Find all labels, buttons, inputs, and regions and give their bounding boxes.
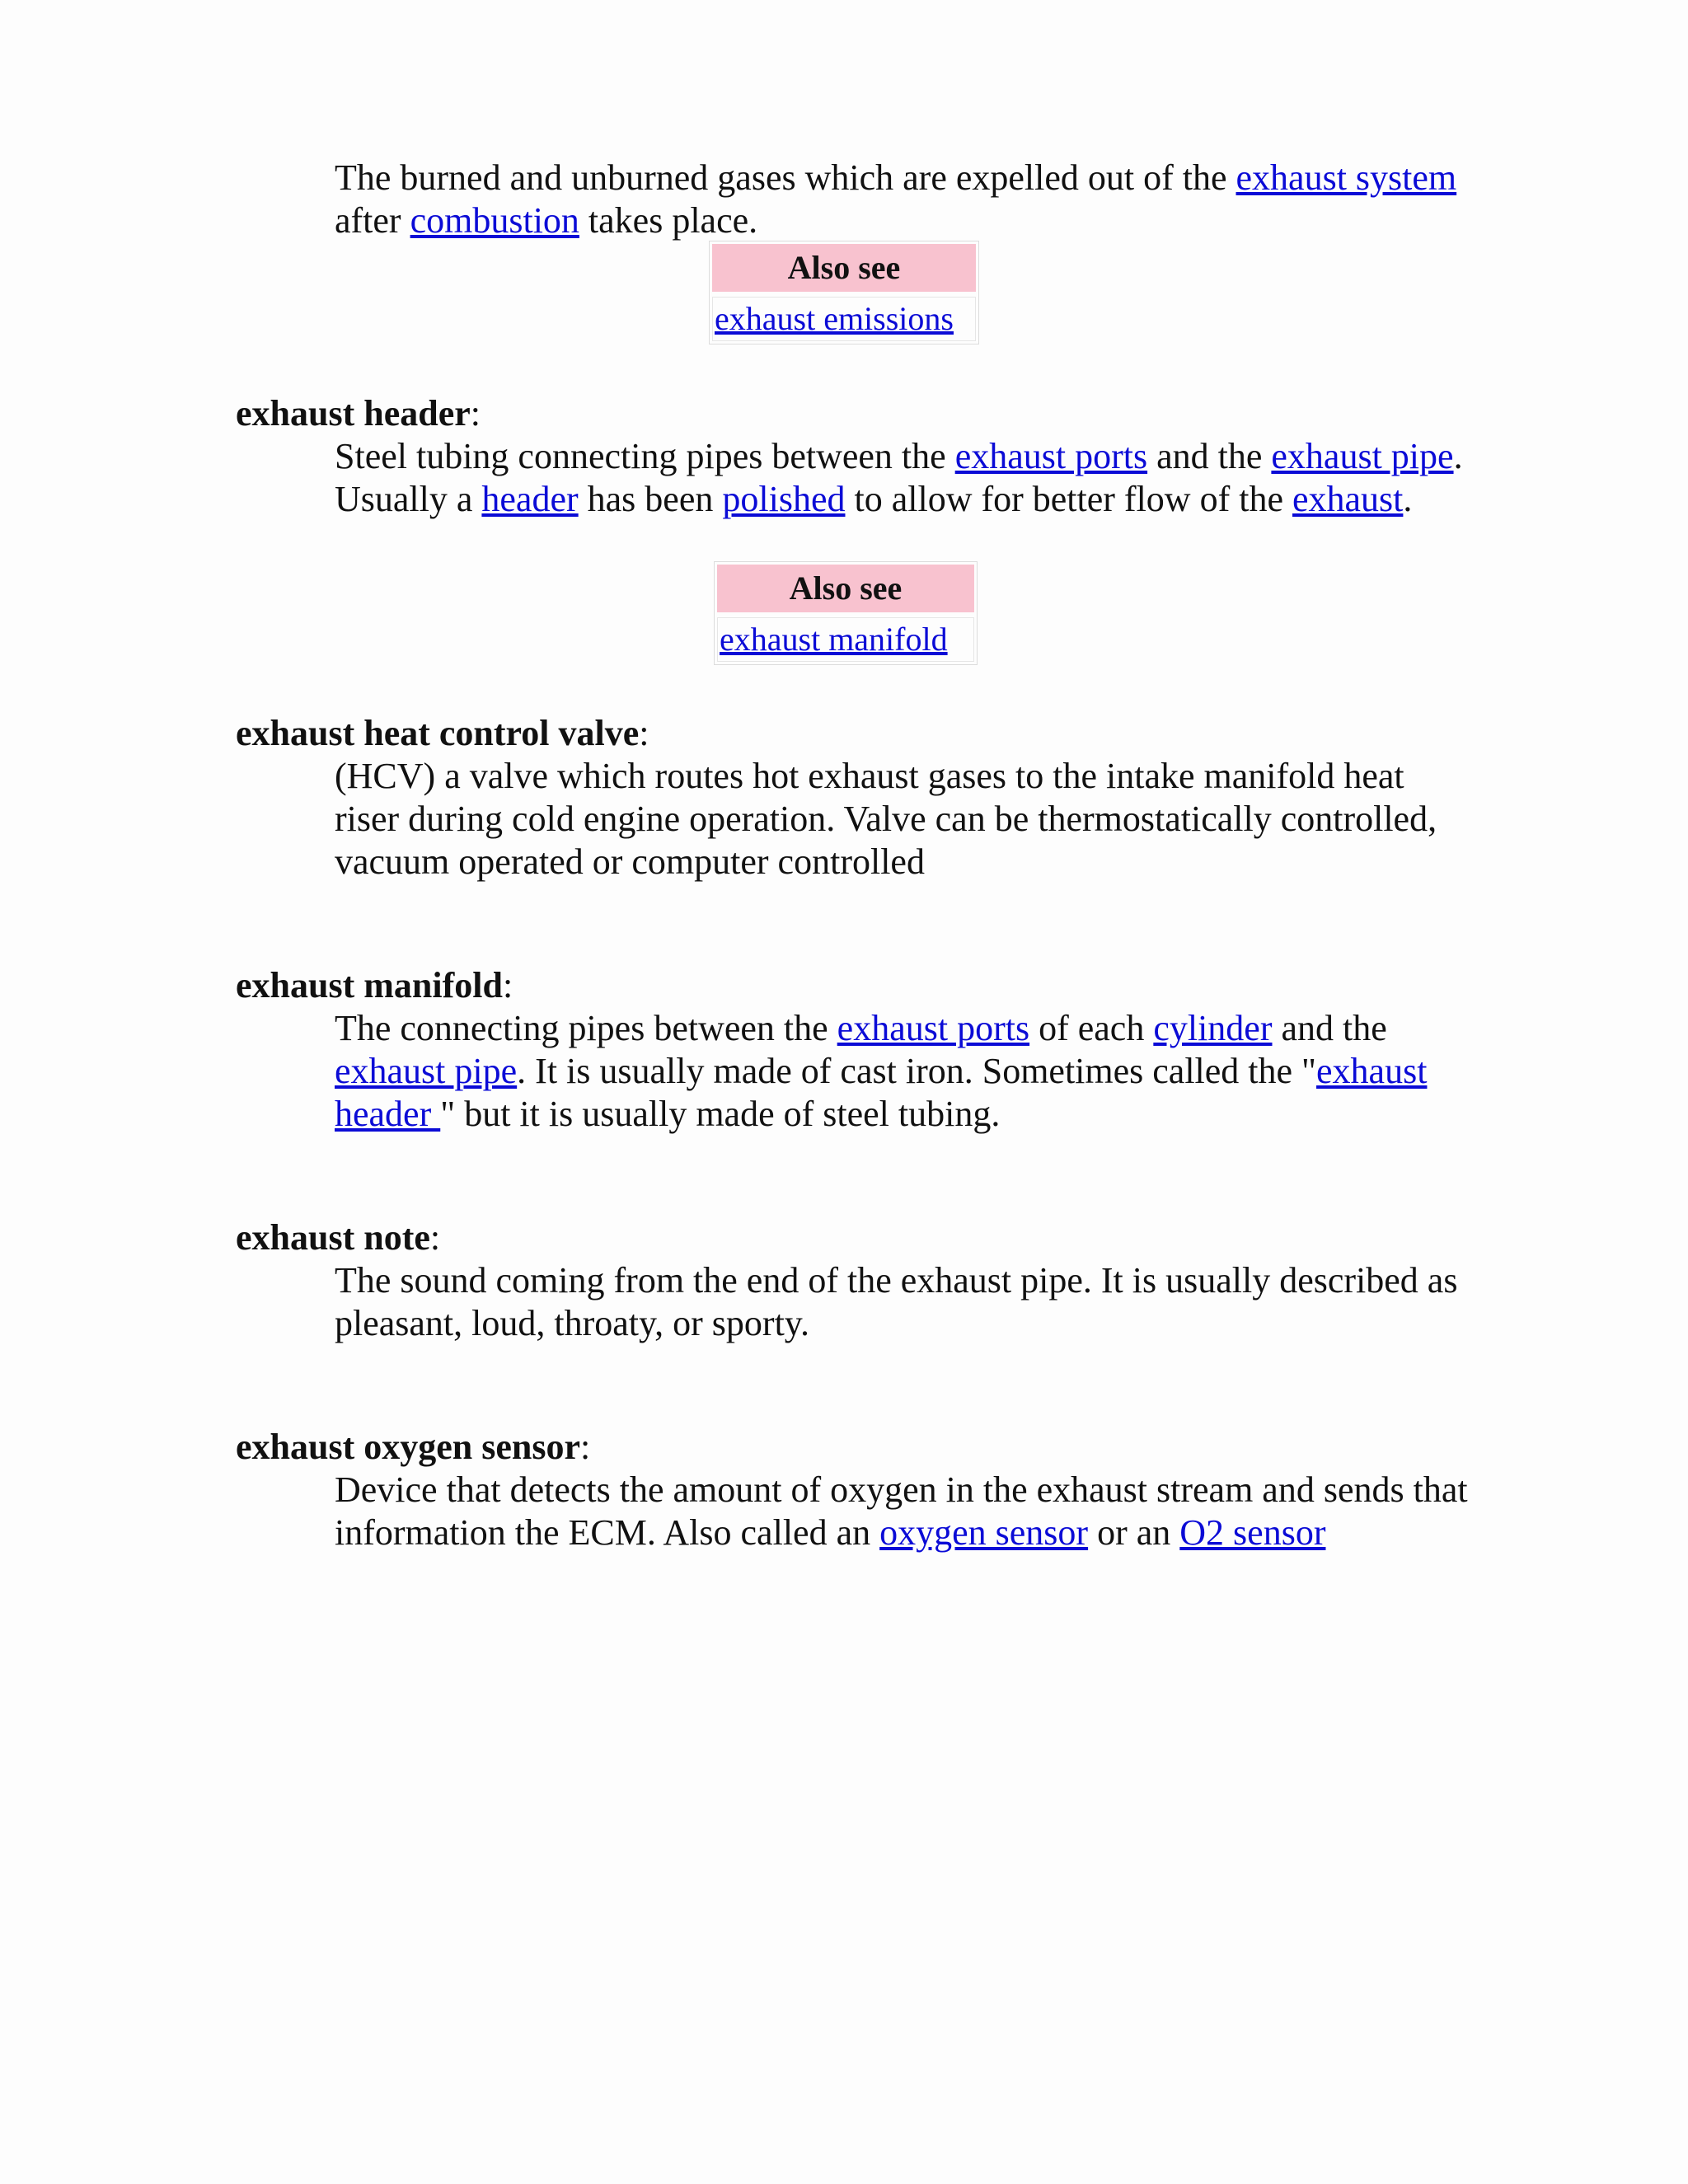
also-see-link[interactable]: exhaust manifold [720, 621, 948, 658]
also-see-box [714, 561, 978, 665]
entry-definition [335, 1007, 1472, 1136]
also-see-heading: Also see [717, 565, 974, 612]
definition-text: Device that detects the amount of oxygen in the exhaust stream and sends that information the ECM. Also called an [335, 1469, 1468, 1553]
definition-link[interactable]: header [481, 479, 579, 519]
entry-definition [335, 1469, 1472, 1554]
also-see-heading: Also see [712, 244, 976, 292]
definition-text: (HCV) a valve which routes hot exhaust gases to the intake manifold heat riser during cold engine operation. Valve can be thermostatically controlled, vacuum operated or computer controlled [335, 756, 1437, 882]
entry-term-text: exhaust manifold [236, 965, 503, 1005]
definition-text: . It is usually made of cast iron. Sometimes called the " [517, 1051, 1317, 1091]
entry-term [236, 1426, 590, 1469]
definition-text: has been [578, 479, 723, 519]
definition-link[interactable]: polished [722, 479, 846, 519]
term-colon: : [580, 1427, 591, 1467]
entry-definition [335, 157, 1472, 242]
definition-link[interactable]: cylinder [1153, 1008, 1273, 1048]
definition-link[interactable]: exhaust ports [954, 436, 1148, 476]
definition-text: of each [1029, 1008, 1154, 1048]
entry-definition [335, 755, 1472, 883]
entry-term [236, 392, 481, 435]
definition-text: to allow for better flow of the [845, 479, 1292, 519]
entry-term [236, 712, 649, 755]
entry-term-text: exhaust note [236, 1217, 430, 1258]
definition-text: The connecting pipes between the [335, 1008, 837, 1048]
entry-term [236, 964, 513, 1007]
entry-term-text: exhaust oxygen sensor [236, 1427, 581, 1467]
also-see-cell [712, 297, 976, 341]
also-see-link[interactable]: exhaust emissions [715, 300, 954, 337]
definition-link[interactable]: exhaust header [335, 1051, 1428, 1134]
also-see-cell [717, 617, 974, 662]
definition-link[interactable]: combustion [410, 200, 579, 241]
definition-link[interactable]: exhaust system [1236, 157, 1457, 198]
entry-term [236, 1216, 440, 1259]
entry-definition [335, 1259, 1472, 1345]
definition-text: The burned and unburned gases which are expelled out of the [335, 157, 1236, 198]
definition-text: or an [1088, 1512, 1180, 1553]
definition-link[interactable]: O2 sensor [1179, 1512, 1326, 1553]
entry-term-text: exhaust header [236, 393, 471, 434]
term-colon: : [639, 713, 649, 753]
definition-link[interactable]: exhaust ports [837, 1008, 1030, 1048]
definition-text: Steel tubing connecting pipes between the [335, 436, 955, 476]
definition-text: takes place. [579, 200, 758, 241]
entry-definition [335, 435, 1472, 521]
term-colon: : [502, 965, 513, 1005]
definition-text: after [335, 200, 410, 241]
definition-text: " but it is usually made of steel tubing. [440, 1094, 1001, 1134]
also-see-box [709, 241, 979, 344]
term-colon: : [429, 1217, 441, 1258]
definition-text: . [1403, 479, 1413, 519]
definition-link[interactable]: exhaust [1292, 479, 1404, 519]
entry-term-text: exhaust heat control valve [236, 713, 640, 753]
term-colon: : [470, 393, 481, 434]
definition-link[interactable]: exhaust pipe [1271, 436, 1454, 476]
definition-text: and the [1272, 1008, 1387, 1048]
definition-link[interactable]: oxygen sensor [879, 1512, 1089, 1553]
definition-text: The sound coming from the end of the exhaust pipe. It is usually described as pleasant, loud, throaty, or sporty. [335, 1260, 1458, 1343]
definition-link[interactable]: exhaust pipe [335, 1051, 518, 1091]
definition-text: and the [1147, 436, 1272, 476]
definition-text: . Usually a [335, 436, 1463, 519]
